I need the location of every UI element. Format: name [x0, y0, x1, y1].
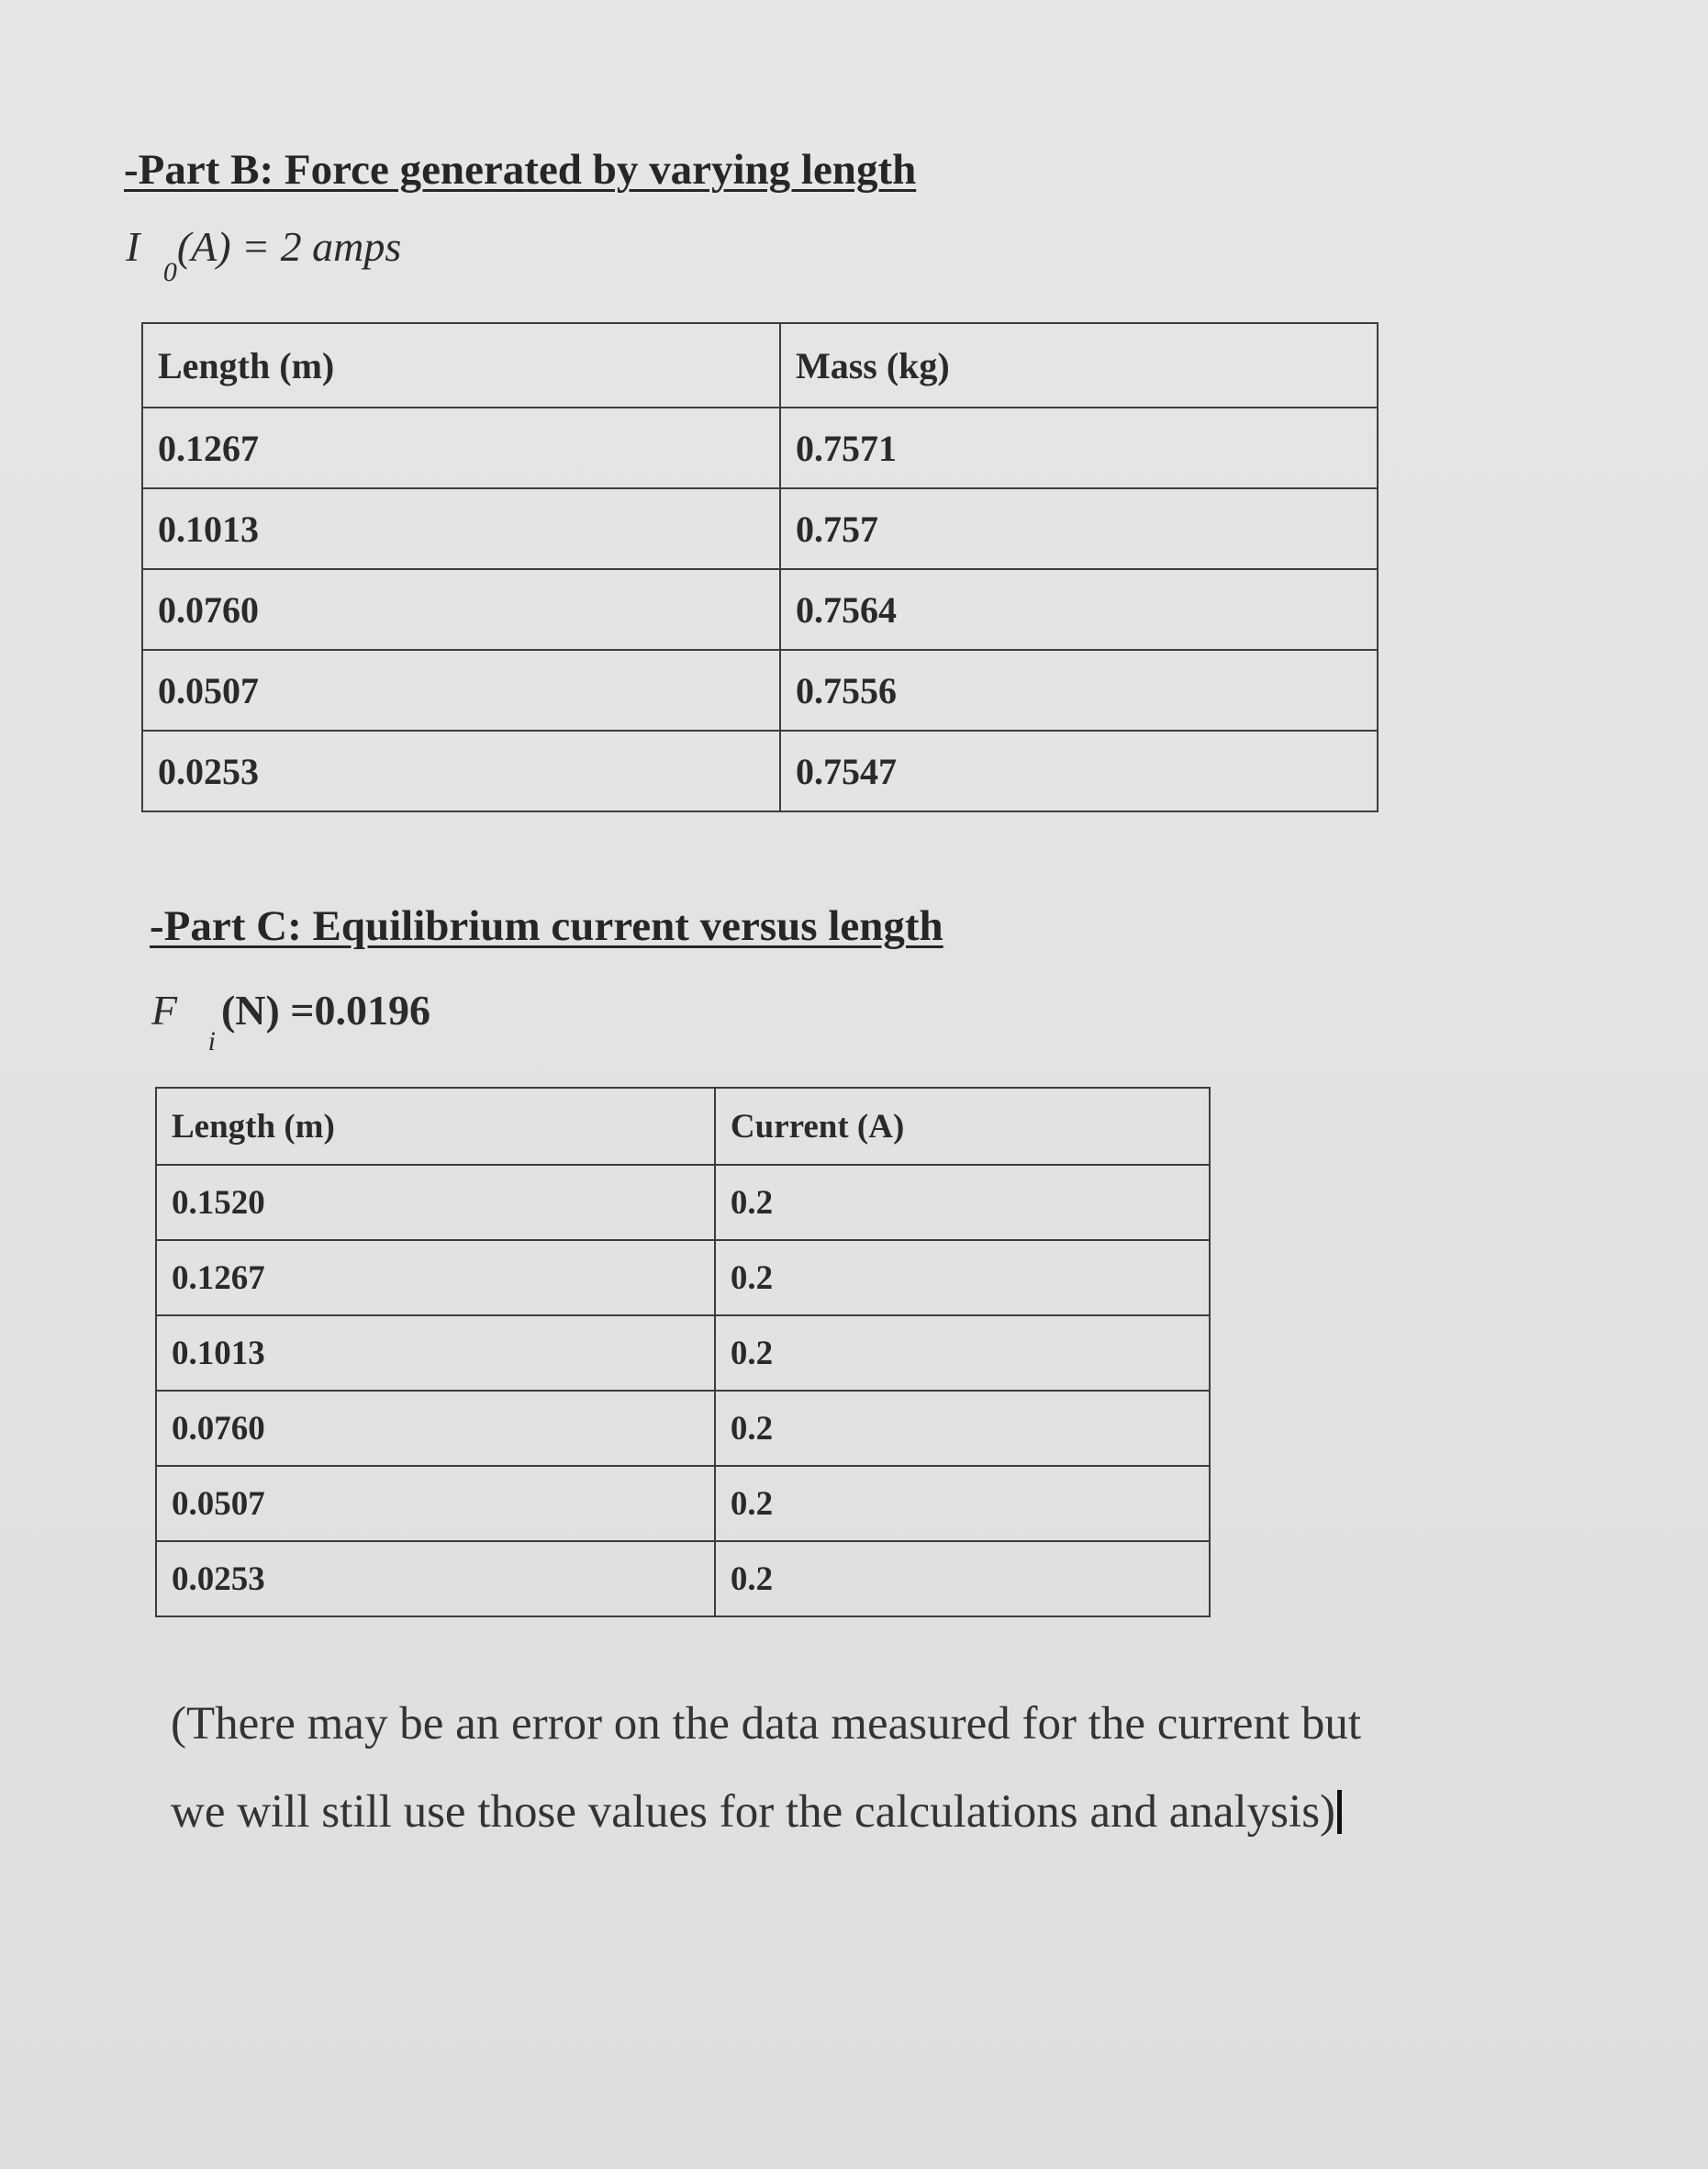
current-cell: 0.2 [715, 1315, 1210, 1391]
table-row [142, 569, 1378, 650]
mass-cell: 0.7556 [780, 650, 1378, 731]
table-header-row [156, 1088, 1210, 1165]
length-cell: 0.0507 [156, 1466, 715, 1541]
text-cursor [1337, 1790, 1342, 1834]
mass-cell: 0.7547 [780, 731, 1378, 811]
part-b-current-formula [126, 222, 402, 287]
force-expression: (N) =0.0196 [220, 987, 431, 1034]
part-b-table [141, 322, 1379, 812]
current-subscript: 0 [162, 257, 177, 287]
table-row [156, 1315, 1210, 1391]
part-c-table [155, 1087, 1211, 1617]
table-header-row [142, 323, 1378, 408]
length-cell: 0.0760 [156, 1391, 715, 1466]
current-cell: 0.2 [715, 1541, 1210, 1616]
column-header-length: Length (m) [142, 323, 780, 408]
note-line-2-text: we will still use those values for the calculations and analysis) [171, 1786, 1336, 1838]
length-cell: 0.1013 [156, 1315, 715, 1391]
length-cell: 0.0253 [156, 1541, 715, 1616]
length-cell: 0.0253 [142, 731, 780, 811]
table-row [156, 1391, 1210, 1466]
error-note [171, 1680, 1361, 1856]
current-symbol: I [126, 223, 140, 270]
column-header-length: Length (m) [156, 1088, 715, 1165]
part-b-heading: -Part B: Force generated by varying length [124, 146, 917, 194]
table-row [156, 1541, 1210, 1616]
force-subscript: i [207, 1026, 216, 1057]
table-row [156, 1165, 1210, 1240]
table-row [156, 1466, 1210, 1541]
table-row [156, 1240, 1210, 1315]
column-header-current: Current (A) [715, 1088, 1210, 1165]
table-row [142, 731, 1378, 811]
force-symbol: F [151, 987, 178, 1034]
current-cell: 0.2 [715, 1466, 1210, 1541]
current-cell: 0.2 [715, 1165, 1210, 1240]
note-line-2[interactable] [171, 1768, 1361, 1856]
length-cell: 0.1520 [156, 1165, 715, 1240]
length-cell: 0.0507 [142, 650, 780, 731]
part-c-heading: -Part C: Equilibrium current versus length [150, 902, 943, 950]
current-cell: 0.2 [715, 1240, 1210, 1315]
column-header-mass: Mass (kg) [780, 323, 1378, 408]
length-cell: 0.1013 [142, 488, 780, 569]
mass-cell: 0.7571 [780, 408, 1378, 488]
part-c-force-formula [151, 986, 431, 1057]
length-cell: 0.0760 [142, 569, 780, 650]
table-row [142, 408, 1378, 488]
note-line-1: (There may be an error on the data measured for the current but [171, 1698, 1362, 1750]
current-cell: 0.2 [715, 1391, 1210, 1466]
length-cell: 0.1267 [142, 408, 780, 488]
table-row [142, 488, 1378, 569]
mass-cell: 0.757 [780, 488, 1378, 569]
length-cell: 0.1267 [156, 1240, 715, 1315]
table-row [142, 650, 1378, 731]
current-expression: (A) = 2 amps [176, 223, 402, 270]
mass-cell: 0.7564 [780, 569, 1378, 650]
